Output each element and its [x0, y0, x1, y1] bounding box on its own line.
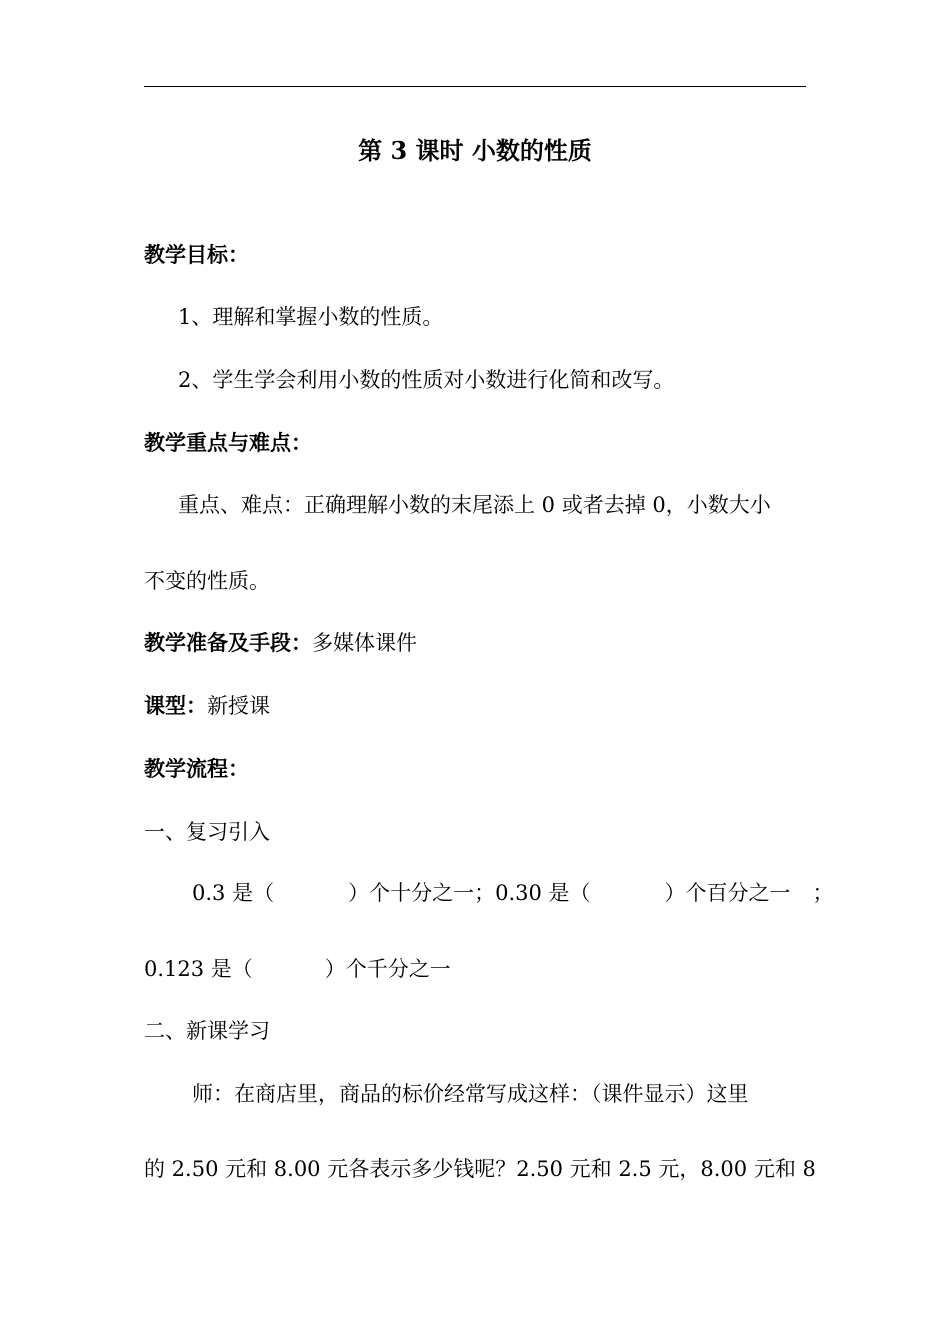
objective-item-1: 1、理解和掌握小数的性质。 — [178, 305, 444, 329]
review-q2-suffix: ）个百分之一 — [664, 881, 791, 905]
section-new-lesson-heading: 二、新课学习 — [144, 1019, 270, 1043]
header-rule — [144, 86, 806, 87]
review-question-line2 — [144, 955, 451, 983]
process-heading: 教学流程： — [144, 756, 249, 781]
key-points-text-line2: 不变的性质。 — [144, 569, 270, 593]
key-points-text-line1: 重点、难点：正确理解小数的末尾添上 0 或者去掉 0，小数大小 — [178, 493, 771, 517]
preparation-value: 多媒体课件 — [312, 631, 417, 655]
page-title: 第 3 课时 小数的性质 — [358, 136, 592, 165]
lesson-type-row — [144, 692, 270, 720]
objective-item-2: 2、学生学会利用小数的性质对小数进行化简和改写。 — [178, 368, 675, 392]
review-q2-end: ； — [812, 881, 834, 905]
review-q1-prefix: 0.3 是（ — [192, 881, 275, 905]
section-review-heading: 一、复习引入 — [144, 820, 270, 844]
review-q3-suffix: ）个千分之一 — [324, 957, 451, 981]
preparation-label: 教学准备及手段： — [144, 630, 312, 655]
lesson-type-value: 新授课 — [207, 694, 270, 718]
lesson-type-label: 课型： — [144, 693, 207, 718]
objectives-heading: 教学目标： — [144, 242, 249, 267]
teacher-text-line1: 师：在商店里，商品的标价经常写成这样：（课件显示）这里 — [192, 1082, 749, 1106]
key-points-heading: 教学重点与难点： — [144, 430, 312, 455]
review-q3-prefix: 0.123 是（ — [144, 957, 253, 981]
review-q1-suffix: ）个十分之一；0.30 是（ — [348, 881, 591, 905]
preparation-row — [144, 629, 417, 657]
teacher-text-line2: 的 2.50 元和 8.00 元各表示多少钱呢？2.50 元和 2.5 元，8.00 元和 8 — [144, 1157, 816, 1181]
review-question-line1 — [192, 879, 834, 907]
